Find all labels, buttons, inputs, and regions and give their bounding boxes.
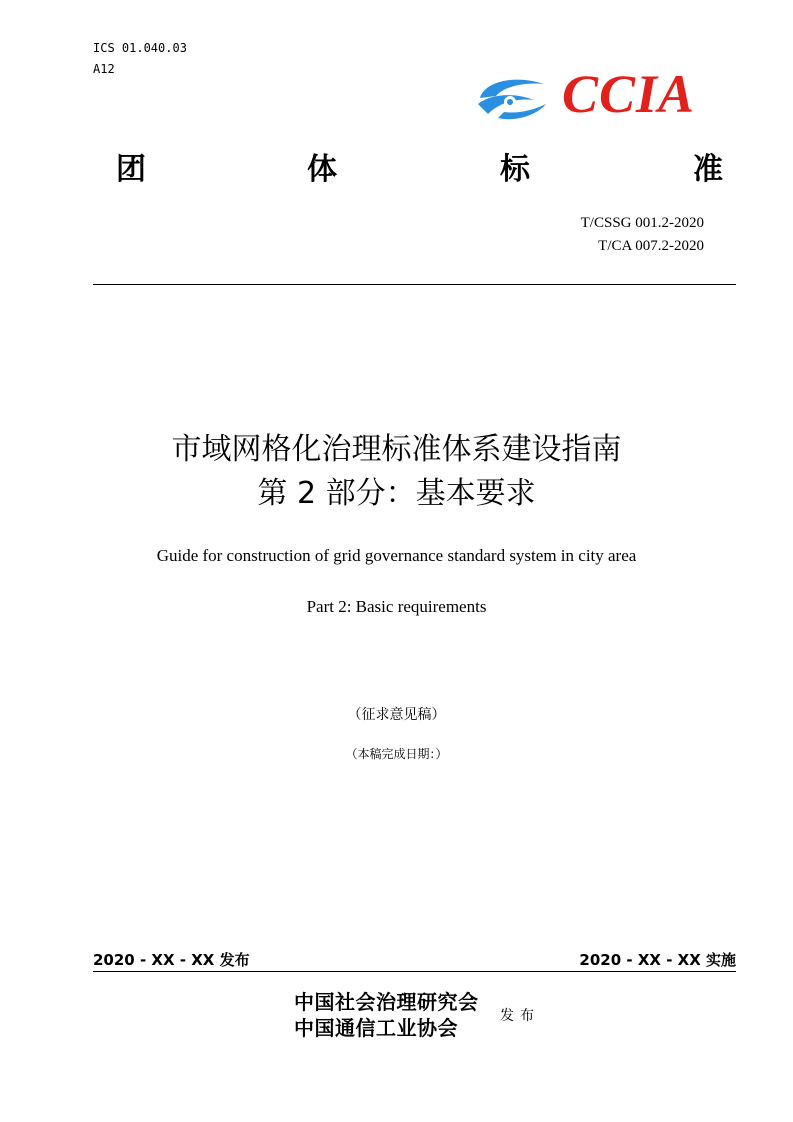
standard-type-char: 团 — [116, 152, 146, 187]
title-english-line2: Part 2: Basic requirements — [306, 597, 487, 616]
standard-type-char: 准 — [693, 152, 723, 187]
publish-label: 发布 — [500, 1008, 540, 1024]
issue-date: 2020 - XX - XX 发布 — [93, 951, 250, 969]
ccia-logo — [474, 66, 714, 130]
implementation-date: 2020 - XX - XX 实施 — [579, 951, 736, 969]
completion-date-note: （本稿完成日期：） — [345, 747, 448, 761]
standard-type-char: 标 — [500, 152, 530, 187]
title-chinese-line2: 第 2 部分：基本要求 — [257, 476, 536, 511]
standard-code-cssg: T/CSSG 001.2-2020 — [580, 215, 704, 231]
classification-code: A12 — [93, 62, 115, 76]
standard-code-ca: T/CA 007.2-2020 — [598, 238, 704, 254]
ccia-logo-text: CCIA — [562, 64, 696, 124]
draft-status: （征求意见稿） — [347, 707, 446, 723]
ics-code: ICS 01.040.03 — [93, 41, 187, 55]
ccia-emblem-icon — [474, 74, 552, 122]
publisher-org1: 中国社会治理研究会 — [294, 992, 479, 1014]
title-chinese-line1: 市域网格化治理标准体系建设指南 — [171, 432, 622, 467]
footer-divider — [93, 971, 736, 972]
title-english-line1: Guide for construction of grid governance standard system in city area — [156, 546, 637, 565]
standard-type-char: 体 — [307, 152, 337, 187]
publisher-org2: 中国通信工业协会 — [294, 1018, 458, 1040]
header-divider — [93, 284, 736, 285]
